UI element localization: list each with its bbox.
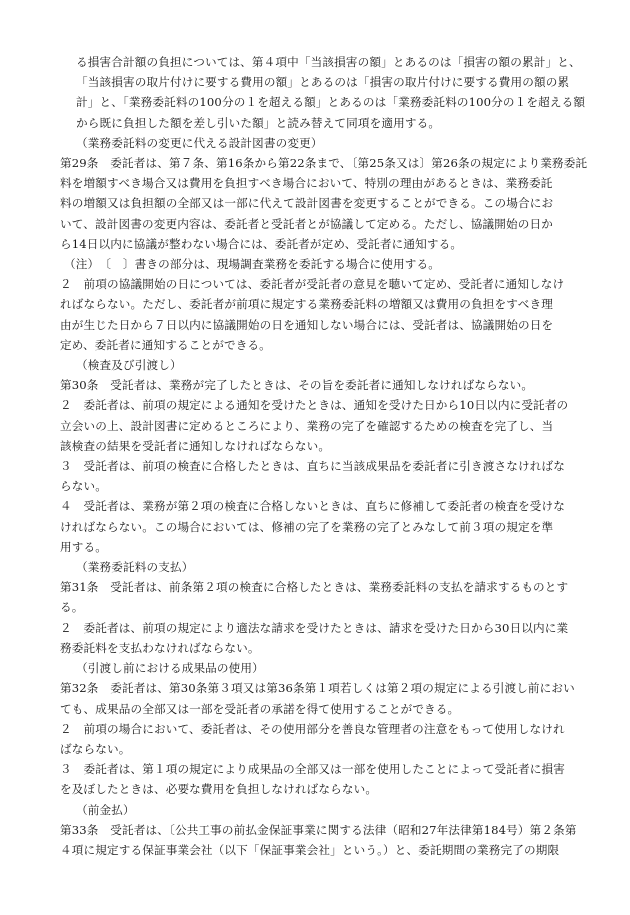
text-line: 用する。 [60, 539, 107, 554]
text-line: を及ぼしたときは、必要な費用を負担しなければならない。 [60, 782, 378, 797]
article-caption [60, 133, 574, 153]
text-line: （業務委託料の変更に代える設計図書の変更） [76, 135, 323, 150]
article-paragraph [60, 375, 574, 395]
article-paragraph [60, 820, 577, 860]
text-line: ればならない。ただし、委託者が前項に規定する業務委託料の増額又は費用の負担をすべき理 [60, 297, 554, 312]
text-line: ４項に規定する保証事業会社（以下「保証事業会社」という。）と、委託期間の業務完了の期限 [60, 842, 560, 857]
article-caption [60, 800, 574, 820]
article-caption [60, 658, 574, 678]
article-caption [60, 557, 574, 577]
text-line: 計」と、「業務委託料の100分の１を超える額」とあるのは「業務委託料の100分の１を超える額 [76, 95, 586, 110]
article-paragraph [60, 153, 588, 254]
item-paragraph [60, 759, 574, 799]
item-paragraph [60, 274, 574, 355]
text-line: る。 [60, 600, 84, 615]
article-paragraph [60, 678, 574, 718]
text-line: 該検査の結果を受託者に通知しなければならない。 [60, 438, 331, 453]
text-line: 第29条 委託者は、第７条、第16条から第22条まで、〔第25条又は〕第26条の規定により業務委託 [60, 156, 588, 171]
text-line: ばならない。 [60, 741, 131, 756]
item-paragraph [60, 456, 574, 496]
article-paragraph [60, 577, 574, 617]
text-line: 第32条 委託者は、第30条第３項又は第36条第１項若しくは第２項の規定による引渡し前におい [60, 681, 575, 696]
text-line: ３ 委託者は、第１項の規定により成果品の全部又は一部を使用したことによって受託者に損害 [60, 762, 565, 777]
text-line: ても、成果品の全部又は一部を受託者の承諾を得て使用することができる。 [60, 701, 460, 716]
text-line: ２ 前項の場合において、委託者は、その使用部分を善良な管理者の注意をもって使用しなけれ [60, 721, 565, 736]
text-line: から既に負担した額を差し引いた額」と読み替えて同項を適用する。 [76, 115, 441, 130]
text-line: （前金払） [76, 802, 135, 817]
text-line: 第33条 受託者は、〔公共工事の前払金保証事業に関する法律（昭和27年法律第184号）第２条第 [60, 822, 577, 837]
note-paragraph [60, 254, 574, 274]
text-line: （検査及び引渡し） [76, 358, 182, 373]
text-line: らない。 [60, 479, 107, 494]
text-line: ２ 委託者は、前項の規定による通知を受けたときは、通知を受けた日から10日以内に受託者の [60, 398, 569, 413]
text-line: ２ 前項の協議開始の日については、委託者が受託者の意見を聴いて定め、受託者に通知しなけ [60, 277, 565, 292]
text-line: ければならない。この場合においては、修補の完了を業務の完了とみなして前３項の規定を準 [60, 519, 554, 534]
text-line: 第31条 受託者は、前条第２項の検査に合格したときは、業務委託料の支払を請求するものとす [60, 580, 569, 595]
text-line: ４ 受託者は、業務が第２項の検査に合格しないときは、直ちに修補して委託者の検査を受けな [60, 499, 565, 514]
continuation-paragraph [60, 52, 586, 133]
text-line: 立会いの上、設計図書に定めるところにより、業務の完了を確認するための検査を完了し、当 [60, 418, 554, 433]
item-paragraph [60, 719, 574, 759]
text-line: （引渡し前における成果品の使用） [76, 661, 264, 676]
text-line: ２ 委託者は、前項の規定により適法な請求を受けたときは、請求を受けた日から30日以内に業 [60, 620, 569, 635]
item-paragraph [60, 395, 574, 456]
text-line: 「当該損害の取片付けに要する費用の額」とあるのは「損害の取片付けに要する費用の額の累 [76, 75, 570, 90]
text-line: 料の増額又は負担額の全部又は一部に代えて設計図書を変更することができる。この場合にお [60, 196, 554, 211]
text-line: 務委託料を支払わなければならない。 [60, 640, 260, 655]
item-paragraph [60, 618, 574, 658]
text-line: （業務委託料の支払） [76, 560, 194, 575]
text-line: 料を増額すべき場合又は費用を負担すべき場合において、特別の理由があるときは、業務委託 [60, 176, 553, 191]
text-line: 定め、委託者に通知することができる。 [60, 337, 271, 352]
text-line: （注） 〔 〕書きの部分は、現場調査業務を委託する場合に使用する。 [64, 257, 440, 272]
text-line: 由が生じた日から７日以内に協議開始の日を通知しない場合には、受託者は、協議開始の日を [60, 317, 554, 332]
article-caption [60, 355, 574, 375]
item-paragraph [60, 496, 574, 557]
text-line: いて、設計図書の変更内容は、委託者と受託者とが協議して定める。ただし、協議開始の日か [60, 216, 554, 231]
text-line: る損害合計額の負担については、第４項中「当該損害の額」とあるのは「損害の額の累計」と、 [76, 55, 581, 69]
text-line: 第30条 受託者は、業務が完了したときは、その旨を委託者に通知しなければならない。 [60, 378, 534, 393]
text-line: ３ 受託者は、前項の検査に合格したときは、直ちに当該成果品を委託者に引き渡さなければな [60, 459, 565, 474]
text-line: ら14日以内に協議が整わない場合には、委託者が定め、受託者に通知する。 [60, 236, 463, 251]
